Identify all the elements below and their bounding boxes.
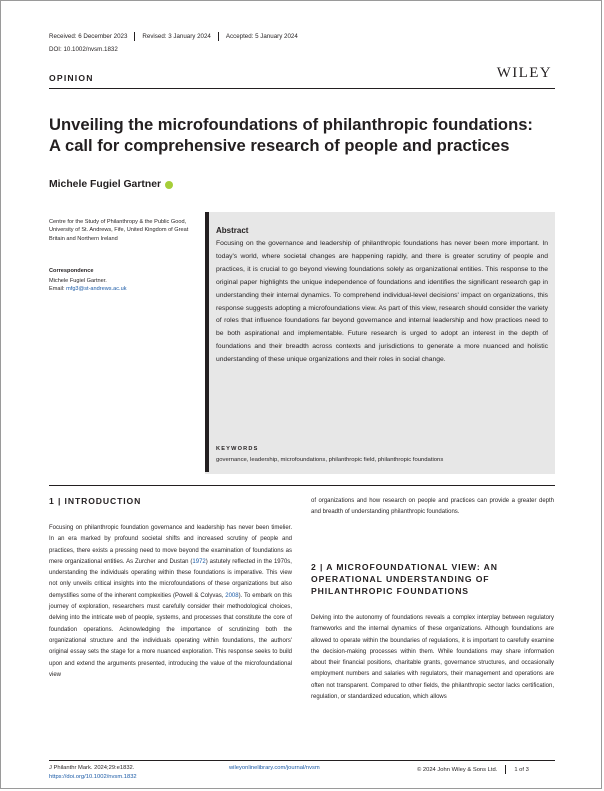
orcid-icon[interactable] [165, 181, 173, 189]
section-tag: OPINION [49, 73, 94, 83]
received-date: Received: 6 December 2023 [49, 33, 128, 40]
article-title [49, 114, 569, 156]
copyright: © 2024 John Wiley & Sons Ltd. [417, 766, 498, 773]
keywords-heading: KEYWORDS [216, 446, 259, 452]
publisher-logo: WILEY [496, 65, 552, 81]
divider [49, 88, 555, 89]
paragraph-text: Focusing on philanthropic foundation governance and leadership has never been timelier. In an era marked by profound societal shifts and increased scrutiny of people and practices, there exists a pressing need to move beyond the examination of foundations as mere organizational entities. As Zurcher and Dustan ( [49, 525, 292, 565]
title-line-2: A call for comprehensive research of people and practices [49, 136, 510, 155]
section-heading-microfoundational-view: 2 | A MICROFOUNDATIONAL VIEW: AN OPERATIONAL UNDERSTANDING OF PHILANTHROPIC FOUNDATIONS [311, 562, 498, 596]
title-line-1: Unveiling the microfoundations of philanthropic foundations: [49, 115, 533, 134]
section-2-paragraph: Delving into the autonomy of foundations reveals a complex interplay between regulatory frameworks and the internal dynamics of these organizations. Although foundations are allowed to operate within the boundaries of regulations, it is important to carefully examine the decision-making processes within them. While foundations may share information about their financial positions, charitable grants, governance structures, and occasionally employment numbers and salaries with regulators, their management and operations are often not transparent. Compared to other fields, the philanthropic sector lacks certification, regulation, or standardized education, which allows [311, 615, 554, 701]
abstract-text: Focusing on the governance and leadership of philanthropic foundations has never been more important. In today's world, where societal changes are happening rapidly, and there is greater scrutiny of people and practices, it is crucial to go beyond viewing foundations solely as organizational entities. This response to the original paper highlights the unique independence of foundations and identifies the significant research gap in understanding their internal dynamics. To comprehend individual-level decisions' impact on organizations, this response suggests adopting a microfoundations view. As part of this view, research should consider the variety of roles that influence foundations far beyond governance and internal leadership and how practices need to be both aspirational and implementable. Future research is urged to adopt an interest in the depth of foundations and their breadth across contexts and jurisdictions to generate a more nuanced and holistic understanding of these unique organizations and their roles in social change. [216, 240, 548, 364]
divider [218, 32, 219, 41]
citation-link[interactable]: 1972 [192, 558, 206, 565]
introduction-continued: of organizations and how research on people and practices can provide a greater depth and breadth of understanding philanthropic foundations. [311, 498, 554, 516]
abstract-accent-bar [205, 212, 209, 472]
correspondence-heading: Correspondence [49, 268, 94, 274]
copyright-page [417, 765, 529, 774]
divider [134, 32, 135, 41]
email-label: Email: [49, 286, 67, 293]
keywords: governance, leadership, microfoundations, philanthropic field, philanthropic foundations [216, 457, 444, 463]
email-link[interactable]: mfg3@st-andrews.ac.uk [66, 286, 127, 293]
affiliation: Centre for the Study of Philanthropy & the Public Good, University of St. Andrews, Fife, United Kingdom of Great Britain and Northern Ireland [49, 219, 189, 242]
paragraph-text: ) astutely reflected in the 1970s, understanding the individuals operating within these foundations is imperative. This view not only unveils critical insights into the microfoundations of these organizations but also demystifies some of the inherent complexities (Powell & Colyvas, [49, 558, 292, 599]
revised-date: Revised: 3 January 2024 [142, 33, 211, 40]
journal-site-link[interactable]: wileyonlinelibrary.com/journal/nvsm [229, 765, 320, 771]
correspondence [49, 277, 199, 294]
page-number: 1 of 3 [514, 766, 529, 773]
divider [49, 760, 555, 761]
abstract-heading: Abstract [216, 226, 249, 235]
citation-link[interactable]: 2008 [225, 592, 239, 599]
divider [49, 485, 555, 486]
introduction-paragraph [49, 523, 292, 681]
correspondence-name: Michele Fugiel Gartner. [49, 278, 107, 284]
accepted-date: Accepted: 5 January 2024 [225, 33, 298, 40]
correspondence-email-line [49, 285, 199, 293]
journal-citation: J Philanthr Mark. 2024;29:e1832. [49, 765, 135, 771]
paragraph-text: ). To embark on this journey of exploration, researchers must carefully consider their methodological choices, delving into the intricate web of people, systems, and processes that constitute the core of foundation operations. Acknowledging the importance of scrutinizing both the organizational structure and the individuals operating within foundations, the authors' original essay sets the stage for a more nuanced exploration. This response seeks to build upon and extend the arguments presented, introducing the value of the microfoundational view [49, 592, 292, 678]
abstract-box [205, 212, 555, 474]
author-name[interactable]: Michele Fugiel Gartner [49, 179, 162, 190]
divider [505, 765, 506, 774]
doi: DOI: 10.1002/nvsm.1832 [49, 46, 118, 53]
author [49, 179, 173, 190]
doi-link[interactable]: https://doi.org/10.1002/nvsm.1832 [49, 774, 137, 780]
section-heading-introduction: 1 | INTRODUCTION [49, 496, 142, 506]
article-history [49, 32, 298, 41]
